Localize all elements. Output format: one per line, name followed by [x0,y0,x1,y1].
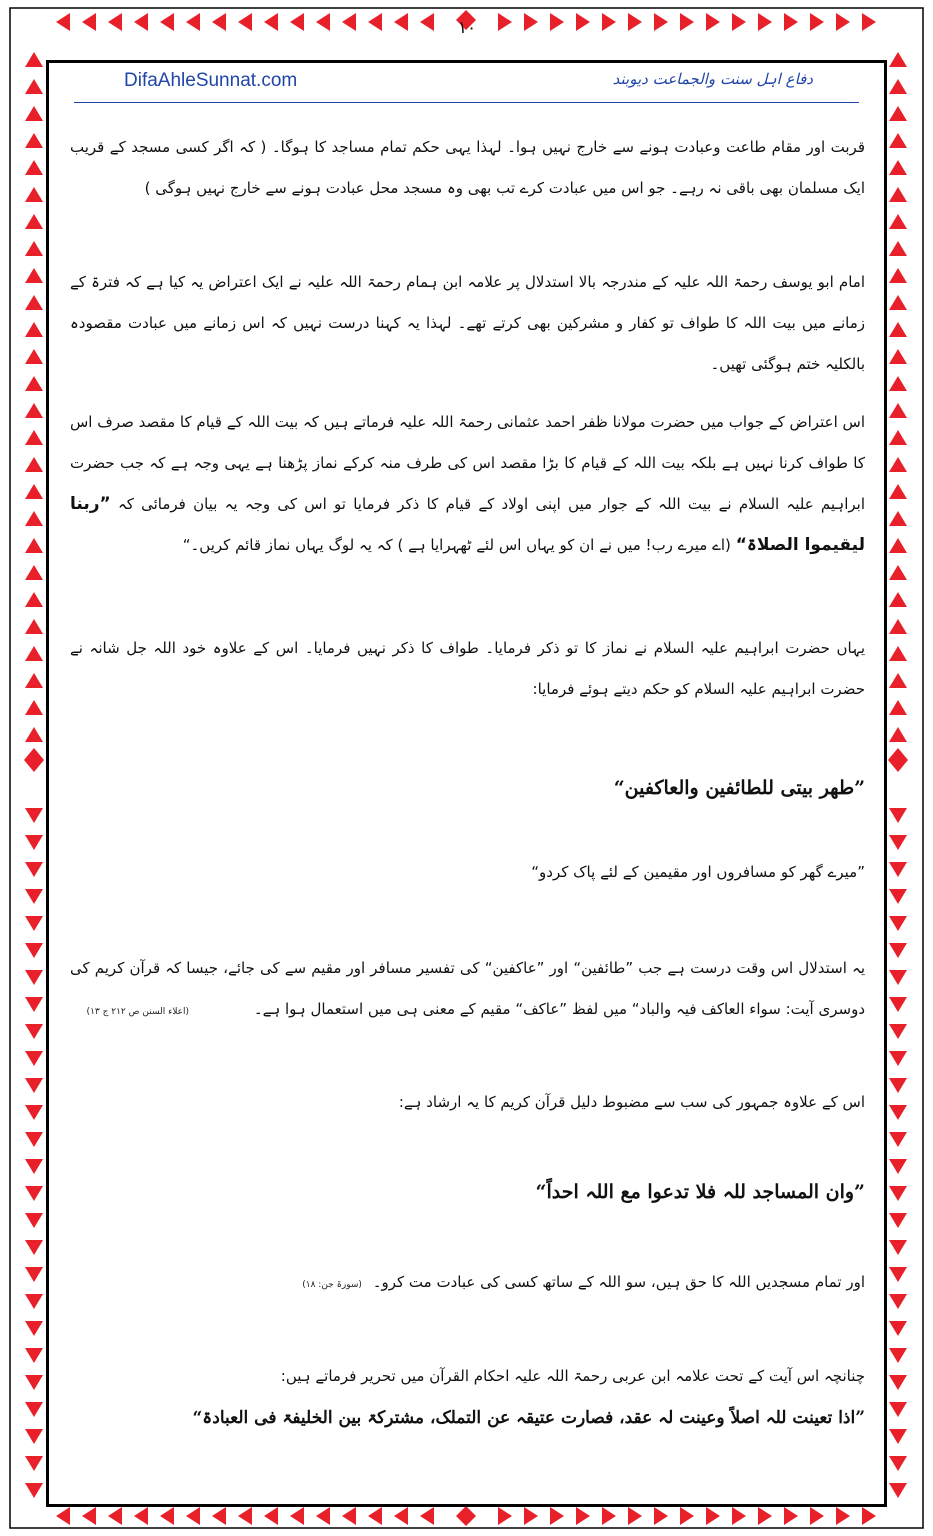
border-triangle [889,133,907,148]
border-triangle [889,862,907,877]
border-triangle [25,1402,43,1417]
border-triangle [420,13,434,31]
border-triangle [889,1105,907,1120]
border-triangle [186,1507,200,1525]
border-triangle [25,1024,43,1039]
border-triangle [212,13,226,31]
border-triangle [498,13,512,31]
border-triangle [889,1294,907,1309]
border-triangle [25,700,43,715]
border-triangle [82,13,96,31]
border-triangle [160,1507,174,1525]
border-triangle [889,268,907,283]
border-triangle [889,160,907,175]
border-triangle [758,13,772,31]
border-triangle [889,1321,907,1336]
border-triangle [550,13,564,31]
border-triangle [889,1456,907,1471]
border-triangle [25,619,43,634]
border-triangle [25,943,43,958]
border-triangle [264,1507,278,1525]
border-triangle [862,1507,876,1525]
border-triangle [758,1507,772,1525]
border-triangle [576,1507,590,1525]
arabic-quote-3: ”اذا تعینت للہ اصلاً وعینت لہ عقد، فصارت عتیقہ عن التملک، مشترکۃ بین الخلیفۃ فی العبادۃ“ [192,1408,865,1428]
border-triangle [889,835,907,850]
border-triangle [25,457,43,472]
paragraph-3 [70,402,865,566]
border-triangle [25,592,43,607]
border-triangle [889,808,907,823]
header-divider [74,102,859,103]
border-triangle [889,916,907,931]
border-triangle [342,13,356,31]
border-triangle [889,1132,907,1147]
border-triangle [108,13,122,31]
border-triangle [654,1507,668,1525]
border-triangle [889,1078,907,1093]
border-triangle [550,1507,564,1525]
border-triangle [889,214,907,229]
border-triangle [602,13,616,31]
border-triangle [25,538,43,553]
border-triangle [576,13,590,31]
border-triangle [889,430,907,445]
border-triangle [25,1456,43,1471]
border-triangles-right [889,52,907,1498]
paragraph-4: یہاں حضرت ابراہیم علیہ السلام نے نماز کا تو ذکر فرمایا۔ طواف کا ذکر نہیں فرمایا۔ اس کے علاوہ خود اللہ جل شانہ نے حضرت ابراہیم علیہ السلام کو حکم دیتے ہوئے فرمایا: [70,639,865,698]
border-triangle [889,1348,907,1363]
border-triangle [134,13,148,31]
border-triangle [25,835,43,850]
border-triangle [25,1186,43,1201]
border-triangle [628,1507,642,1525]
paragraph-3-tail: (اے میرے رب! میں نے ان کو یہاں اس لئے ٹھہرایا ہے ) کہ یہ لوگ یہاں نماز قائم کریں۔“ [182,536,731,554]
border-triangle [810,1507,824,1525]
border-triangle [25,1321,43,1336]
border-triangle [889,673,907,688]
border-triangle [290,1507,304,1525]
border-triangle [25,1132,43,1147]
border-triangle [25,403,43,418]
border-triangle [25,997,43,1012]
border-triangle [889,700,907,715]
border-triangle [25,295,43,310]
border-triangle [316,1507,330,1525]
border-triangle [25,1078,43,1093]
paragraph-3-text: اس اعتراض کے جواب میں حضرت مولانا ظفر احمد عثمانی رحمۃ اللہ علیہ فرماتے ہیں کہ بیت اللہ کے قیام کا مقصد صرف اس کا طواف کرنا نہیں ہے بلکہ بیت اللہ کے قیام کا بڑا مقصد اس کی طرف منہ کرکے نماز پڑھنا ہے یہی وجہ ہے کہ جب حضرت ابراہیم علیہ السلام نے بیت اللہ کے جوار میں اپنی اولاد کے قیام کا ذکر فرمایا تو اس کی وجہ یہ بیان فرمائی کہ [70,413,865,513]
border-triangle [25,1159,43,1174]
border-triangle [498,1507,512,1525]
border-triangle [889,376,907,391]
border-triangle [342,1507,356,1525]
border-triangle [25,862,43,877]
border-triangle [889,1375,907,1390]
border-triangle [186,13,200,31]
translation-2 [70,1262,865,1306]
paragraph-1: قربت اور مقام طاعت وعبادت ہونے سے خارج نہیں ہوا۔ لہذا یہی حکم تمام مساجد کا ہوگا۔ ( کہ اگر کسی مسجد کے قریب ایک مسلمان بھی باقی نہ رہے۔ جو اس میں عبادت کرے تب بھی وہ مسجد محل عبادت ہونے سے خارج نہیں ہوگی ) [70,138,865,197]
border-triangle [25,727,43,742]
border-triangle [889,538,907,553]
border-triangle [238,13,252,31]
border-triangle [889,646,907,661]
border-triangle [889,1402,907,1417]
border-triangle [25,133,43,148]
border-triangle [524,13,538,31]
diamond-ornament-left [24,748,44,772]
border-triangle [25,484,43,499]
border-triangle [82,1507,96,1525]
border-triangle [25,1051,43,1066]
border-triangle [836,1507,850,1525]
paragraph-5-text: یہ استدلال اس وقت درست ہے جب ”طائفین“ اور ”عاکفین“ کی تفسیر مسافر اور مقیم سے کی جائے، جیسا کہ قرآن کریم کی دوسری آیت: سواء العاکف فیہ والباد“ میں لفظ ”عاکف“ مقیم کے معنی ہی میں استعمال ہوا ہے۔ [70,959,865,1018]
border-triangles-left [25,52,43,1498]
border-triangle [680,13,694,31]
border-triangle [889,997,907,1012]
border-triangle [889,889,907,904]
border-triangle [25,268,43,283]
border-triangle [25,1105,43,1120]
translation-1: ”میرے گھر کو مسافروں اور مقیمین کے لئے پاک کردو“ [531,863,865,881]
border-triangle [25,565,43,580]
border-triangle [25,1429,43,1444]
border-triangle [25,1294,43,1309]
border-triangle [56,13,70,31]
border-triangle [420,1507,434,1525]
border-triangle [889,727,907,742]
border-triangle [889,970,907,985]
site-link[interactable]: DifaAhleSunnat.com [124,70,298,91]
border-triangle [889,403,907,418]
border-triangle [25,1483,43,1498]
border-triangle [706,13,720,31]
paragraph-7: چنانچہ اس آیت کے تحت علامہ ابن عربی رحمۃ اللہ علیہ احکام القرآن میں تحریر فرماتے ہیں: [280,1367,865,1385]
paragraph-5 [70,948,865,1033]
border-triangle [889,1483,907,1498]
paragraph-2: امام ابو یوسف رحمۃ اللہ علیہ کے مندرجہ بالا استدلال پر علامہ ابن ہمام رحمۃ اللہ علیہ نے ایک اعتراض یہ کیا ہے کہ فترۃ کے زمانے میں بیت اللہ کا طواف تو کفار و مشرکین بھی کرتے تھے۔ لہذا یہ کہنا درست نہیں کہ اس زمانے میں عبادت مقصودہ بالکلیہ ختم ہوگئی تھیں۔ [70,273,865,373]
arabic-quote-1: ”طھر بیتی للطائفین والعاکفین“ [613,777,865,799]
border-triangle [25,808,43,823]
border-triangle [889,295,907,310]
border-triangle [889,1051,907,1066]
border-triangle [25,241,43,256]
border-triangle [316,13,330,31]
border-triangle [706,1507,720,1525]
border-triangle [836,13,850,31]
border-triangle [889,1186,907,1201]
border-triangle [889,1024,907,1039]
border-triangle [810,13,824,31]
border-triangle [25,673,43,688]
border-triangle [25,106,43,121]
diamond-ornament-bottom [456,1506,476,1526]
border-triangle [889,565,907,580]
border-triangle [680,1507,694,1525]
border-triangle [889,52,907,67]
border-triangle [25,187,43,202]
border-triangle [889,322,907,337]
border-triangle [889,79,907,94]
border-triangle [889,187,907,202]
border-triangle [889,619,907,634]
border-triangle [889,1159,907,1174]
border-triangle [25,511,43,526]
border-triangle [25,322,43,337]
border-triangle [524,1507,538,1525]
border-triangle [25,214,43,229]
page-number: ۱۰ [457,18,477,38]
border-triangle [889,1240,907,1255]
border-triangle [25,430,43,445]
border-triangle [160,13,174,31]
border-triangle [889,457,907,472]
border-triangle [628,13,642,31]
border-triangle [25,79,43,94]
border-triangle [654,13,668,31]
border-triangle [212,1507,226,1525]
border-triangle [264,13,278,31]
border-triangle [889,106,907,121]
border-triangle [862,13,876,31]
border-triangle [25,1267,43,1282]
border-triangle [732,1507,746,1525]
border-triangle [25,376,43,391]
border-triangle [602,1507,616,1525]
border-triangle [25,52,43,67]
translation-2-text: اور تمام مسجدیں اللہ کا حق ہیں، سو اللہ کے ساتھ کسی کی عبادت مت کرو۔ [372,1273,865,1291]
border-triangle [134,1507,148,1525]
border-triangle [368,1507,382,1525]
border-triangle [25,1240,43,1255]
border-triangle [25,889,43,904]
border-triangle [889,484,907,499]
border-triangle [108,1507,122,1525]
border-triangle [889,1213,907,1228]
border-triangle [368,13,382,31]
border-triangle [784,1507,798,1525]
border-triangle [889,1267,907,1282]
border-triangle [25,1375,43,1390]
reference-2: (سورۃ جن: ۱۸) [302,1280,362,1290]
border-triangle [784,13,798,31]
border-triangle [25,970,43,985]
border-triangle [25,916,43,931]
border-triangle [25,1213,43,1228]
border-triangle [889,241,907,256]
border-triangle [889,592,907,607]
arabic-quote-2: ”وان المساجد للہ فلا تدعوا مع اللہ احداً“ [535,1181,865,1203]
border-triangle [889,943,907,958]
border-triangle [25,1348,43,1363]
border-triangle [889,511,907,526]
paragraph-6: اس کے علاوہ جمہور کی سب سے مضبوط دلیل قرآن کریم کا یہ ارشاد ہے: [398,1093,865,1111]
border-triangle [394,1507,408,1525]
border-triangle [889,1429,907,1444]
border-triangle [238,1507,252,1525]
arabic-quote-inline: ”ربنا لیقیموا الصلاۃ“ [70,494,865,555]
border-triangle [56,1507,70,1525]
border-triangle [394,13,408,31]
diamond-ornament-right [888,748,908,772]
border-triangle [732,13,746,31]
border-triangle [25,646,43,661]
border-triangle [290,13,304,31]
header-title: دفاع اہل سنت والجماعت دیوبند [612,70,813,88]
border-triangle [889,349,907,364]
border-triangle [25,160,43,175]
border-triangle [25,349,43,364]
reference-1: (اعلاء السنن ص ۲۱۲ ج ۱۳) [86,1007,190,1017]
